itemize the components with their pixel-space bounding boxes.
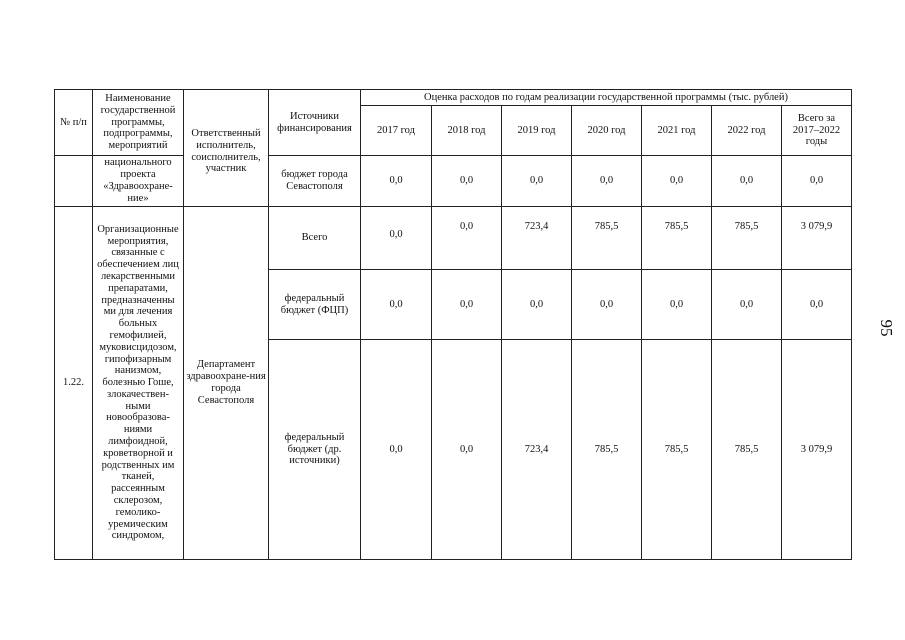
value-cell: 785,5 [712, 340, 782, 560]
row-source-cell: федеральный бюджет (ФЦП) [269, 270, 361, 340]
table-row [55, 156, 852, 207]
page-number: 95 [877, 319, 896, 337]
header-row-1 [55, 90, 852, 106]
value-cell: 785,5 [712, 207, 782, 270]
value-cell: 0,0 [361, 156, 432, 207]
header-responsible: Ответственный исполнитель, соисполнитель, участник [184, 90, 269, 207]
header-years-title: Оценка расходов по годам реализации государственной программы (тыс. рублей) [361, 90, 852, 106]
header-year: 2019 год [502, 106, 572, 156]
item-num: 1.22. [55, 207, 93, 560]
header-year-total: Всего за 2017–2022 годы [782, 106, 852, 156]
value-cell: 0,0 [502, 270, 572, 340]
header-num: № п/п [55, 90, 93, 156]
value-cell: 785,5 [642, 207, 712, 270]
value-cell: 723,4 [502, 340, 572, 560]
value-cell: 0,0 [432, 340, 502, 560]
value-cell: 0,0 [361, 207, 432, 270]
value-cell: 0,0 [432, 156, 502, 207]
value-cell: 3 079,9 [782, 207, 852, 270]
header-year: 2017 год [361, 106, 432, 156]
row-source-cell: бюджет города Севастополя [269, 156, 361, 207]
value-cell: 0,0 [502, 156, 572, 207]
item-name: Организационные мероприятия, связанные с обеспечением лиц лекарственными препаратами, предназначенны ми для лечения больных гемофилией, муковисцидозом, гипофизарным нанизмом, болезнью Гоше, злокачествен-ными новообразова-ниями лимфоидной, кроветворной и родственных им тканей, рассеянным склерозом, гемолико-уремическим синдромом, [93, 207, 184, 560]
item-responsible: Департамент здравоохране-ния города Севастополя [184, 207, 269, 560]
value-cell: 785,5 [572, 340, 642, 560]
value-cell: 0,0 [361, 270, 432, 340]
value-cell: 0,0 [432, 270, 502, 340]
header-name: Наименование государственной программы, подпрограммы, мероприятий [93, 90, 184, 156]
expenditure-table [54, 89, 852, 560]
value-cell: 0,0 [642, 156, 712, 207]
value-cell: 723,4 [502, 207, 572, 270]
row-num-cell [55, 156, 93, 207]
row-source-cell: федеральный бюджет (др. источники) [269, 340, 361, 560]
header-year: 2021 год [642, 106, 712, 156]
value-cell: 785,5 [572, 207, 642, 270]
header-year: 2020 год [572, 106, 642, 156]
value-cell: 0,0 [782, 270, 852, 340]
table-row [55, 207, 852, 270]
value-cell: 0,0 [642, 270, 712, 340]
value-cell: 0,0 [572, 156, 642, 207]
header-year: 2018 год [432, 106, 502, 156]
value-cell: 0,0 [782, 156, 852, 207]
value-cell: 3 079,9 [782, 340, 852, 560]
value-cell: 0,0 [712, 270, 782, 340]
header-source: Источники финансирования [269, 90, 361, 156]
value-cell: 0,0 [432, 207, 502, 270]
value-cell: 0,0 [572, 270, 642, 340]
value-cell: 785,5 [642, 340, 712, 560]
row-name-cell: национального проекта «Здравоохране-ние» [93, 156, 184, 207]
value-cell: 0,0 [712, 156, 782, 207]
row-source-cell: Всего [269, 207, 361, 270]
header-year: 2022 год [712, 106, 782, 156]
value-cell: 0,0 [361, 340, 432, 560]
